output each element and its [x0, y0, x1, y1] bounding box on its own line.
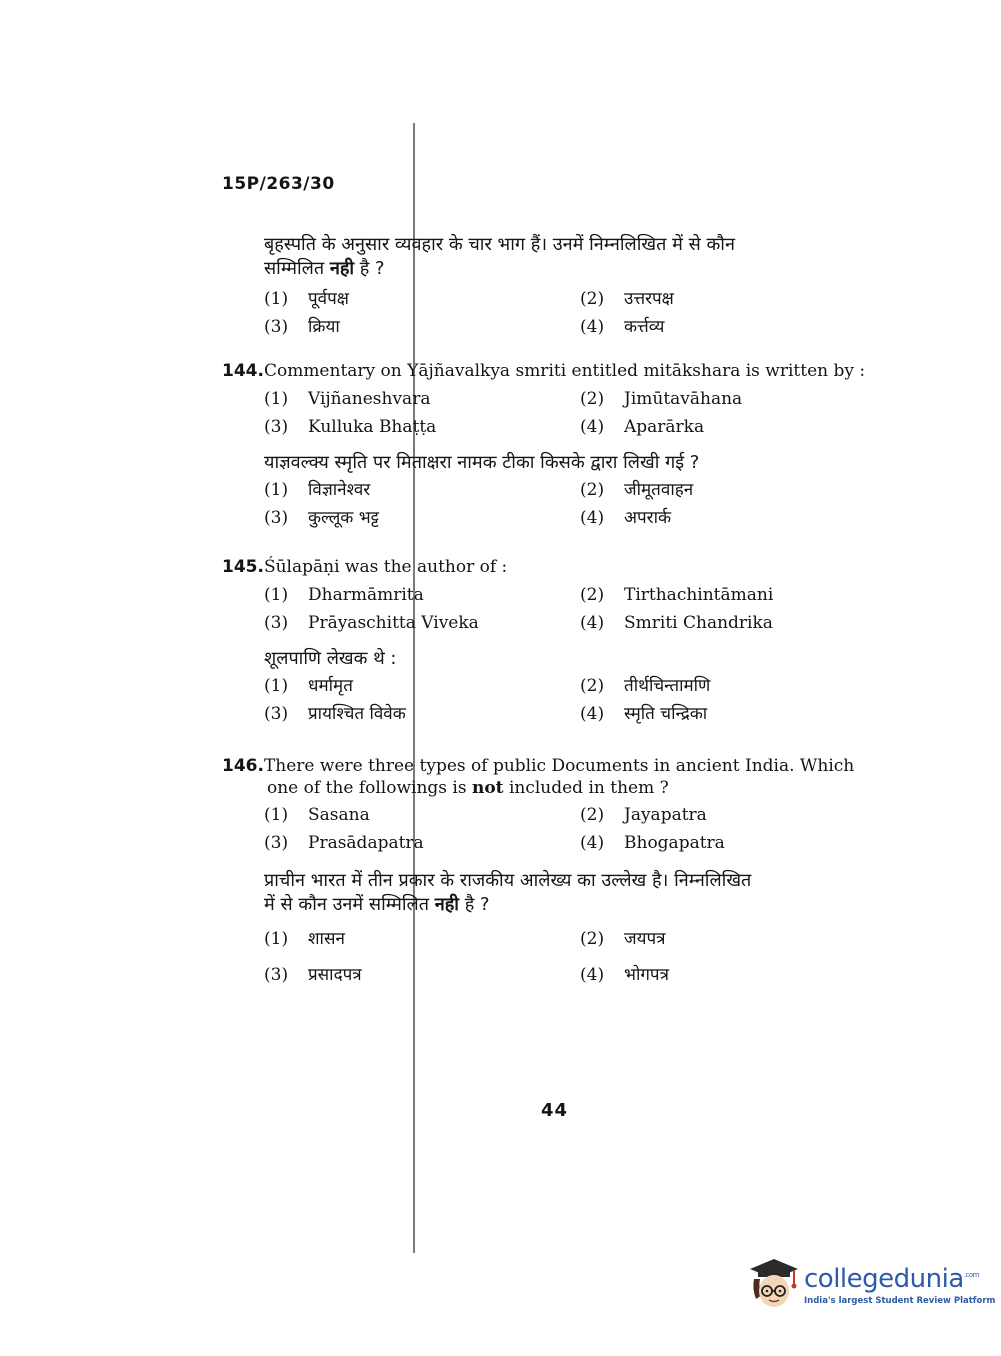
- option-1-hindi[interactable]: [264, 478, 580, 502]
- option-2-hindi[interactable]: [580, 927, 880, 951]
- question-text-hindi-line2: [222, 893, 892, 917]
- option-1[interactable]: [264, 803, 580, 827]
- question-text-english: There were three types of public Documents in ancient India. Which: [263, 756, 855, 776]
- question-text-hindi: प्राचीन भारत में तीन प्रकार के राजकीय आलेख्य का उल्लेख है। निम्नलिखित: [264, 870, 752, 891]
- question-text-english: Commentary on Yājñavalkya smriti entitled mitākshara is written by :: [263, 361, 866, 381]
- option-text: जयपत्र: [624, 929, 666, 949]
- question-text: [222, 556, 892, 578]
- logo-domain: .com: [963, 1271, 979, 1279]
- emphasis-not: नही: [434, 894, 459, 915]
- question-text-segment: में से कौन उनमें सम्मिलित: [264, 894, 435, 915]
- question-text-hindi: बृहस्पति के अनुसार व्यवहार के चार भाग हैं। उनमें निम्नलिखित में से कौन: [264, 234, 735, 255]
- option-text: Aparārka: [624, 417, 705, 437]
- option-text: शासन: [308, 929, 345, 949]
- option-text: अपरार्क: [624, 508, 672, 528]
- option-number: (2): [580, 389, 605, 409]
- question-number: 144.: [222, 361, 264, 381]
- option-1[interactable]: [264, 287, 580, 311]
- options-grid-hindi: [222, 674, 892, 726]
- option-number: (3): [264, 508, 289, 528]
- option-number: (2): [580, 676, 605, 696]
- question-143-hindi: [222, 233, 892, 339]
- option-number: (1): [264, 389, 289, 409]
- option-number: (4): [580, 508, 605, 528]
- option-number: (2): [580, 805, 605, 825]
- option-2[interactable]: [580, 387, 880, 411]
- option-3[interactable]: [264, 611, 580, 635]
- option-text: कर्त्तव्य: [624, 317, 665, 337]
- option-text: कुल्लूक भट्ट: [308, 508, 379, 528]
- question-145: [222, 556, 892, 726]
- option-number: (4): [580, 965, 605, 985]
- option-number: (4): [580, 317, 605, 337]
- option-number: (2): [580, 289, 605, 309]
- collegedunia-watermark: [744, 1252, 996, 1314]
- option-1[interactable]: [264, 387, 580, 411]
- option-4-hindi[interactable]: [580, 963, 880, 987]
- option-text: Prasādapatra: [308, 833, 424, 853]
- option-number: (2): [580, 480, 605, 500]
- options-grid: [222, 287, 892, 339]
- question-number: 145.: [222, 557, 264, 577]
- question-text: [222, 360, 892, 382]
- options-grid: [222, 387, 892, 439]
- option-2[interactable]: [580, 287, 880, 311]
- question-text-hindi: याज्ञवल्क्य स्मृति पर मिताक्षरा नामक टीका किसके द्वारा लिखी गई ?: [264, 452, 700, 473]
- question-text-segment: है ?: [458, 894, 490, 915]
- option-2-hindi[interactable]: [580, 478, 880, 502]
- option-3[interactable]: [264, 415, 580, 439]
- option-text: Jayapatra: [624, 805, 707, 825]
- option-text: प्रसादपत्र: [308, 965, 362, 985]
- graduate-mascot-icon: [744, 1255, 800, 1311]
- logo-name: [804, 1260, 995, 1294]
- option-text: क्रिया: [308, 317, 340, 337]
- question-text-hindi-line2: [222, 257, 892, 281]
- question-text-segment: सम्मिलित: [264, 258, 330, 279]
- option-number: (1): [264, 289, 289, 309]
- question-text-segment: है ?: [354, 258, 385, 279]
- option-text: Bhogapatra: [624, 833, 725, 853]
- option-3-hindi[interactable]: [264, 702, 580, 726]
- question-text-segment: included in them ?: [503, 778, 669, 798]
- option-4-hindi[interactable]: [580, 506, 880, 530]
- option-3[interactable]: [264, 315, 580, 339]
- option-text: पूर्वपक्ष: [308, 289, 349, 309]
- option-number: (1): [264, 929, 289, 949]
- logo-text: [804, 1260, 995, 1306]
- option-4[interactable]: [580, 415, 880, 439]
- question-text-hindi: शूलपाणि लेखक थे :: [264, 648, 397, 669]
- emphasis-not: not: [471, 778, 504, 798]
- option-1-hindi[interactable]: [264, 927, 580, 951]
- question-number: 146.: [222, 756, 264, 776]
- option-text: प्रायश्चित विवेक: [308, 704, 406, 724]
- option-number: (3): [264, 833, 289, 853]
- question-144: [222, 360, 892, 530]
- options-grid-hindi: [222, 478, 892, 530]
- option-3[interactable]: [264, 831, 580, 855]
- option-2-hindi[interactable]: [580, 674, 880, 698]
- emphasis-not: नही: [329, 258, 355, 279]
- option-text: भोगपत्र: [624, 965, 669, 985]
- option-number: (1): [264, 480, 289, 500]
- option-number: (4): [580, 613, 605, 633]
- option-number: (3): [264, 613, 289, 633]
- option-text: Smriti Chandrika: [624, 613, 773, 633]
- question-text-line2: [222, 777, 892, 799]
- option-number: (4): [580, 704, 605, 724]
- options-grid: [222, 803, 892, 855]
- option-number: (1): [264, 805, 289, 825]
- option-text: Sasana: [308, 805, 370, 825]
- logo-wordmark: collegedunia: [804, 1264, 964, 1294]
- option-1[interactable]: [264, 583, 580, 607]
- option-number: (3): [264, 417, 289, 437]
- option-text: जीमूतवाहन: [624, 480, 694, 500]
- page-number: 44: [541, 1100, 569, 1121]
- option-2[interactable]: [580, 583, 880, 607]
- option-1-hindi[interactable]: [264, 674, 580, 698]
- question-146: [222, 755, 892, 987]
- option-3-hindi[interactable]: [264, 963, 580, 987]
- options-grid: [222, 583, 892, 635]
- option-text: Tirthachintāmani: [624, 585, 774, 605]
- option-number: (3): [264, 704, 289, 724]
- option-number: (4): [580, 833, 605, 853]
- option-number: (2): [580, 929, 605, 949]
- option-number: (1): [264, 676, 289, 696]
- option-text: धर्मामृत: [308, 676, 353, 696]
- option-text: Kulluka Bhaṭṭa: [308, 417, 437, 437]
- option-number: (4): [580, 417, 605, 437]
- option-text: तीर्थचिन्तामणि: [624, 676, 711, 696]
- option-text: Prāyaschitta Viveka: [308, 613, 479, 633]
- option-2[interactable]: [580, 803, 880, 827]
- option-4[interactable]: [580, 315, 880, 339]
- option-number: (2): [580, 585, 605, 605]
- options-grid-hindi: [222, 927, 892, 987]
- option-text: विज्ञानेश्वर: [308, 480, 371, 500]
- option-text: Vijñaneshvara: [308, 389, 431, 409]
- option-3-hindi[interactable]: [264, 506, 580, 530]
- paper-code: 15P/263/30: [222, 174, 335, 194]
- option-4[interactable]: [580, 831, 880, 855]
- option-text: स्मृति चन्द्रिका: [624, 704, 708, 724]
- question-text-segment: one of the followings is: [267, 778, 472, 798]
- logo-tagline: India's largest Student Review Platform: [804, 1296, 996, 1306]
- question-text-english: Śūlapāṇi was the author of :: [263, 557, 508, 577]
- option-number: (1): [264, 585, 289, 605]
- option-number: (3): [264, 317, 289, 337]
- option-4[interactable]: [580, 611, 880, 635]
- option-number: (3): [264, 965, 289, 985]
- option-text: Dharmāmrita: [308, 585, 424, 605]
- option-text: Jimūtavāhana: [624, 389, 743, 409]
- question-text: [222, 755, 892, 777]
- option-text: उत्तरपक्ष: [624, 289, 674, 309]
- option-4-hindi[interactable]: [580, 702, 880, 726]
